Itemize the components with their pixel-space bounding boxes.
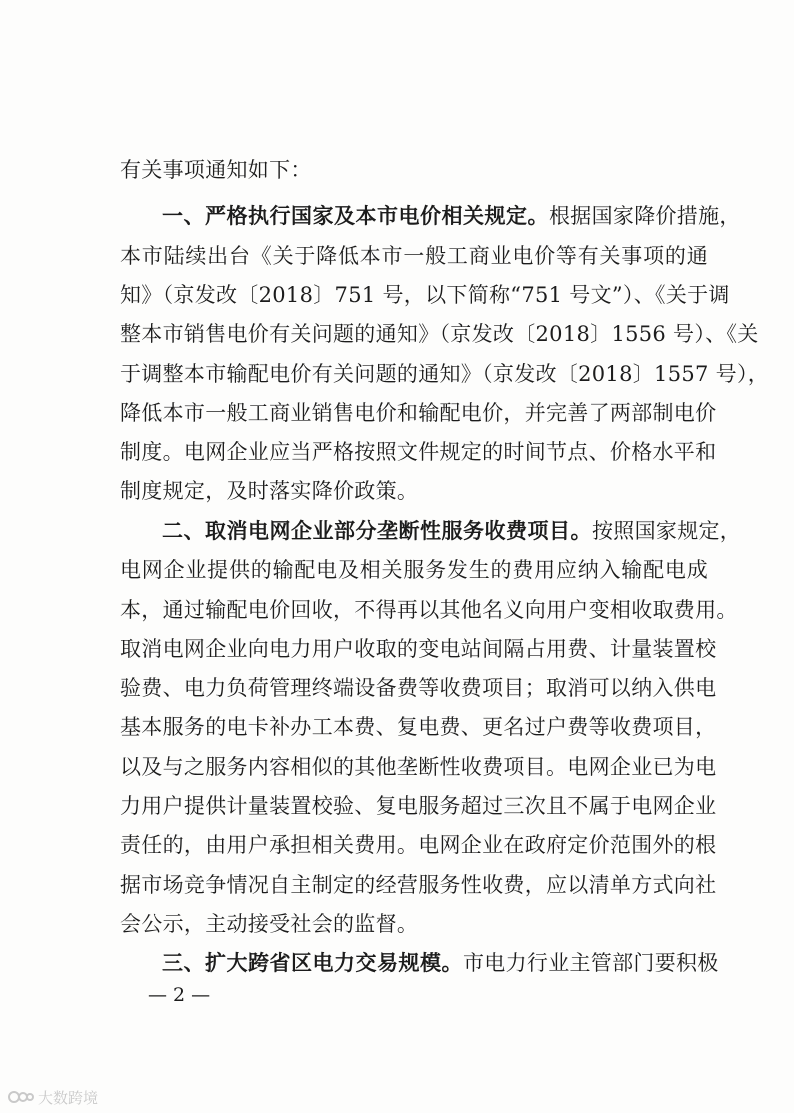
line-text: 制度规定，及时落实降价政策。 bbox=[120, 479, 419, 503]
text-line bbox=[120, 707, 717, 747]
dashuju-logo-icon bbox=[8, 1088, 34, 1106]
section-2-heading: 二、取消电网企业部分垄断性服务收费项目。 bbox=[162, 519, 592, 543]
line-text: 会公示，主动接受社会的监督。 bbox=[120, 912, 419, 936]
line-text: 责任的，由用户承担相关费用。电网企业在政府定价范围外的根 bbox=[120, 833, 717, 857]
section-1-first-line bbox=[162, 196, 741, 236]
page-number: — 2 — bbox=[148, 984, 211, 1006]
line-text: 以及与之服务内容相似的其他垄断性收费项目。电网企业已为电 bbox=[120, 755, 717, 779]
line-text: 力用户提供计量装置校验、复电服务超过三次且不属于电网企业 bbox=[120, 794, 717, 818]
text-line bbox=[120, 629, 717, 669]
text-line bbox=[120, 786, 717, 826]
line-text: 知》（京发改〔2018〕751 号，以下简称“751 号文”）、《关于调 bbox=[120, 283, 730, 307]
line-text: 降低本市一般工商业销售电价和输配电价，并完善了两部制电价 bbox=[120, 401, 717, 425]
line-text: 取消电网企业向电力用户收取的变电站间隔占用费、计量装置校 bbox=[120, 637, 717, 661]
line-text: 本市陆续出台《关于降低本市一般工商业电价等有关事项的通 bbox=[120, 244, 708, 268]
text-line bbox=[120, 471, 708, 511]
line-text: 制度。电网企业应当严格按照文件规定的时间节点、价格水平和 bbox=[120, 440, 717, 464]
text-line bbox=[120, 865, 717, 905]
line-text: 市电力行业主管部门要积极 bbox=[463, 951, 719, 975]
section-3-heading: 三、扩大跨省区电力交易规模。 bbox=[162, 951, 463, 975]
line-text: 按照国家规定， bbox=[592, 519, 742, 543]
text-line bbox=[120, 150, 708, 190]
section-1-heading: 一、严格执行国家及本市电价相关规定。 bbox=[162, 204, 549, 228]
text-line bbox=[120, 550, 708, 590]
text-line bbox=[120, 314, 759, 354]
text-line bbox=[120, 432, 717, 472]
text-line bbox=[120, 668, 717, 708]
line-text: 验费、电力负荷管理终端设备费等收费项目；取消可以纳入供电 bbox=[120, 676, 717, 700]
section-2-first-line bbox=[162, 511, 742, 551]
text-line bbox=[120, 904, 708, 944]
text-line bbox=[120, 236, 708, 276]
line-text: 整本市销售电价有关问题的通知》（京发改〔2018〕1556 号）、《关 bbox=[120, 322, 759, 346]
section-3-first-line bbox=[162, 943, 719, 983]
line-text: 有关事项通知如下： bbox=[120, 158, 312, 182]
watermark bbox=[8, 1086, 98, 1108]
line-text: 基本服务的电卡补办工本费、复电费、更名过户费等收费项目， bbox=[120, 715, 717, 739]
line-text: 据市场竞争情况自主制定的经营服务性收费，应以清单方式向社 bbox=[120, 873, 717, 897]
text-line bbox=[120, 275, 730, 315]
text-line bbox=[120, 393, 717, 433]
text-line bbox=[120, 590, 738, 630]
text-line bbox=[120, 354, 770, 394]
text-line bbox=[120, 747, 717, 787]
line-text: 本，通过输配电价回收，不得再以其他名义向用户变相收取费用。 bbox=[120, 598, 738, 622]
watermark-label: 大数跨境 bbox=[38, 1088, 99, 1107]
line-text: 电网企业提供的输配电及相关服务发生的费用应纳入输配电成 bbox=[120, 558, 708, 582]
text-line bbox=[120, 825, 717, 865]
line-text: 于调整本市输配电价有关问题的通知》（京发改〔2018〕1557 号）， bbox=[120, 362, 770, 386]
line-text: 根据国家降价措施， bbox=[549, 204, 741, 228]
